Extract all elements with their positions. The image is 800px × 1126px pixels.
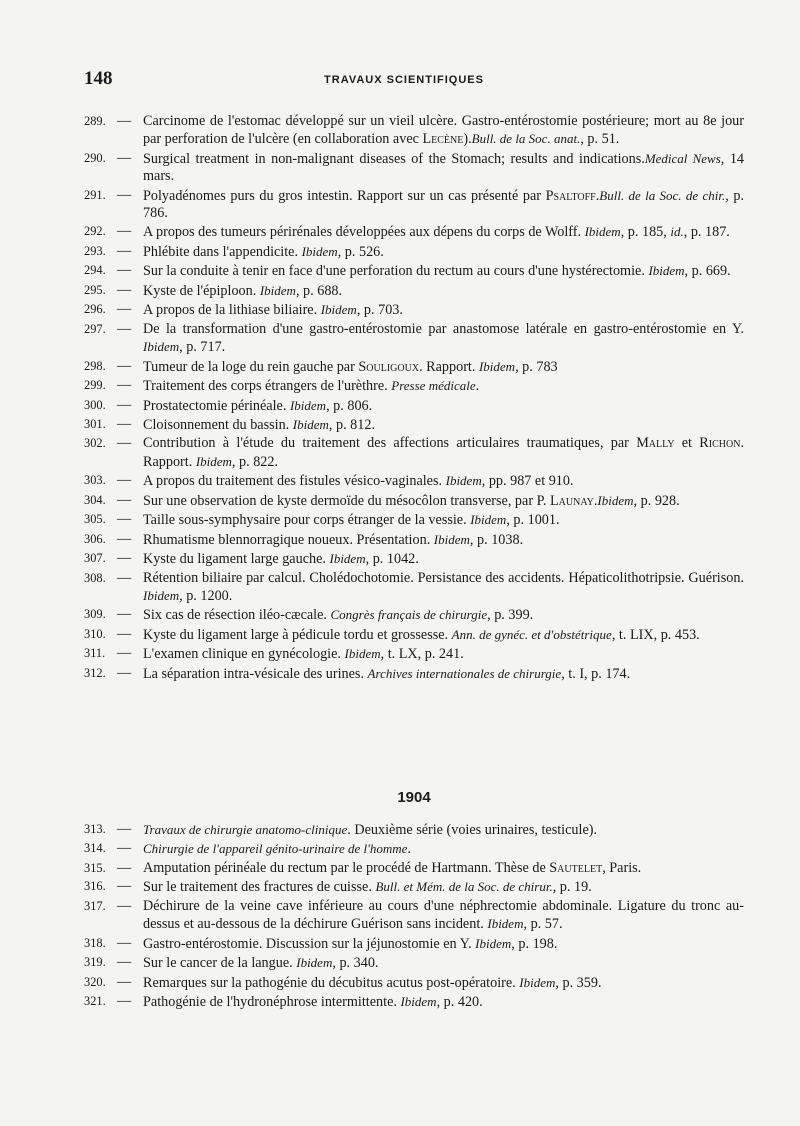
citation-source: Ibidem [400, 994, 437, 1010]
entry-text: Kyste du ligament large gauche. [143, 551, 330, 568]
bibliography-entry [84, 665, 744, 683]
entry-dash: — [117, 113, 132, 129]
bibliography-entry [84, 954, 744, 972]
entry-dash: — [117, 396, 132, 413]
bibliography-entry [84, 150, 744, 186]
bibliography-entry [84, 878, 744, 896]
entry-dash: — [117, 664, 132, 681]
entry-number: 306. [84, 531, 106, 546]
entry-dash: — [117, 878, 132, 895]
bibliography-entry [84, 993, 744, 1011]
bibliography-entry [84, 570, 744, 606]
citation-page: , t. I, p. 174. [561, 665, 631, 682]
entry-dash: — [117, 606, 132, 623]
entry-number: 308. [84, 570, 106, 585]
entry-dash: — [117, 416, 132, 432]
bibliography-entry [84, 397, 744, 415]
citation-source: Ibidem [475, 935, 512, 951]
entry-text: Amputation périnéale du rectum par le procédé de Hartmann. Thèse de [143, 859, 550, 876]
entry-number: 320. [84, 974, 106, 989]
entry-dash: — [117, 973, 132, 990]
citation-page: , pp. 987 et 910. [481, 473, 574, 490]
bibliography-entry [84, 321, 744, 357]
citation-page: , p. 1200. [179, 587, 233, 604]
entry-text: Rhumatisme blennorragique noueux. Présentation. [143, 531, 434, 548]
citation-source: Ibidem [320, 302, 357, 318]
bibliography-entry [84, 223, 744, 241]
entry-text: Kyste de l'épiploon. [143, 282, 260, 299]
bibliography-entry [84, 472, 744, 490]
entry-number: 309. [84, 607, 106, 622]
bibliography-entry [84, 531, 744, 549]
entry-number: 298. [84, 358, 106, 373]
citation-source: Archives internationales de chirurgie [367, 665, 562, 681]
entry-text: Phlébite dans l'appendicite. [143, 243, 302, 260]
entry-text: Surgical treatment in non-malignant diseases of the Stomach; results and indications. [143, 150, 645, 167]
citation-page: , p. 1001. [506, 512, 560, 529]
bibliography-entry [84, 626, 744, 644]
author-name: Psaltoff [545, 187, 596, 204]
citation-source: Bull. et Mém. de la Soc. de chirur. [375, 879, 553, 895]
bibliography-entry [84, 301, 744, 319]
entry-number: 289. [84, 114, 106, 128]
entry-number: 319. [84, 955, 106, 970]
citation-source: Ibidem [478, 358, 516, 374]
entry-dash: — [117, 149, 132, 166]
citation-page: , 14 mars. [143, 150, 745, 185]
entry-text: Contribution à l'étude du traitement des affections articulaires traumatiques, par [143, 435, 637, 452]
entry-text: . Rapport. [143, 435, 744, 470]
bibliography-entry [84, 860, 744, 877]
entry-dash: — [117, 859, 132, 876]
entry-dash: — [117, 821, 132, 837]
bibliography-entry [84, 935, 744, 953]
entry-dash: — [117, 569, 132, 586]
entry-dash: — [117, 262, 132, 279]
entry-number: 313. [84, 822, 106, 836]
bibliography-entry [84, 645, 744, 663]
running-title: TRAVAUX SCIENTIFIQUES [324, 74, 484, 86]
citation-source: id. [670, 224, 684, 240]
bibliography-entry [84, 113, 744, 149]
citation-source: Ibidem [259, 282, 296, 298]
entry-text: Gastro-entérostomie. Discussion sur la jéjunostomie en Y. [143, 935, 476, 952]
citation-source: Ibidem [143, 339, 180, 355]
citation-source: Ibidem [344, 646, 381, 662]
bibliography-entry [84, 898, 744, 934]
entry-text: Sur la conduite à tenir en face d'une perforation du rectum au cours d'une hystérectomie. [143, 263, 649, 280]
citation-page: . Deuxième série (voies urinaires, testicule). [347, 822, 598, 838]
entry-number: 294. [84, 263, 106, 278]
entry-number: 295. [84, 282, 106, 297]
bibliography-entry [84, 492, 744, 510]
citation-source: Ibidem [470, 512, 507, 528]
page-header [84, 68, 724, 96]
entry-dash: — [117, 840, 132, 857]
entry-dash: — [117, 954, 132, 971]
entry-text: A propos du traitement des fistules vésico-vaginales. [143, 473, 446, 490]
entry-number: 307. [84, 551, 106, 566]
author-name: Lecène [422, 131, 464, 148]
bibliography-entry [84, 435, 744, 471]
citation-source: Ibidem [329, 551, 366, 567]
citation-source: Chirurgie de l'appareil génito-urinaire de l'homme [143, 841, 408, 857]
entry-dash: — [117, 625, 132, 642]
citation-source: Ann. de gynéc. et d'obstétrique [451, 626, 612, 642]
entry-text: A propos des tumeurs périrénales développées aux dépens du corps de Wolff. [143, 224, 585, 241]
citation-source: Ibidem [143, 587, 180, 603]
entry-dash: — [117, 377, 132, 394]
entry-number: 304. [84, 492, 106, 507]
entry-number: 311. [84, 646, 106, 661]
entry-dash: — [117, 645, 132, 662]
entry-dash: — [117, 301, 132, 318]
entry-text: L'examen clinique en gynécologie. [143, 646, 345, 663]
author-name: Launay [550, 492, 594, 509]
entry-text: A propos de la lithiase biliaire. [143, 302, 321, 319]
entry-text: et [674, 435, 700, 452]
entry-text: La séparation intra-vésicale des urines. [143, 665, 368, 682]
citation-source: Bull. de la Soc. de chir. [599, 187, 726, 203]
citation-page: , t. LX, p. 241. [380, 646, 464, 663]
bibliography-entry [84, 840, 744, 858]
entry-text: . Rapport. [419, 358, 479, 375]
entry-number: 290. [84, 150, 106, 165]
author-name: Richon [699, 435, 741, 452]
entry-number: 299. [84, 378, 106, 393]
citation-page: , p. 185, [620, 224, 671, 241]
entry-dash: — [117, 897, 132, 914]
entry-dash: — [117, 472, 132, 489]
entry-text: Tumeur de la loge du rein gauche par [143, 358, 359, 375]
citation-page: , p. 669. [684, 263, 731, 280]
bibliography-entry [84, 358, 744, 376]
citation-page: , p. 340. [332, 955, 379, 972]
bibliography-entry [84, 282, 744, 300]
citation-source: Travaux de chirurgie anatomo-clinique [143, 822, 348, 837]
citation-source: Ibidem [519, 974, 556, 990]
bibliography-entry [84, 821, 744, 839]
citation-page: , p. 198. [511, 935, 558, 952]
entry-number: 321. [84, 994, 106, 1009]
entry-number: 317. [84, 898, 106, 913]
entry-text: Sur le traitement des fractures de cuisse. [143, 879, 376, 896]
entry-text: Traitement des corps étrangers de l'urèthre. [143, 378, 392, 395]
citation-page: , p. 1038. [469, 531, 524, 548]
entry-text: Carcinome de l'estomac développé sur un vieil ulcère. Gastro-entérostomie postérieure; mort au 8e jour par perforation de l'ulcère (en collaboration avec [143, 113, 744, 148]
entry-text: Kyste du ligament large à pédicule tordu et grossesse. [143, 626, 452, 643]
entry-number: 292. [84, 224, 106, 239]
citation-page: , p. 786. [143, 187, 745, 221]
entry-text: . [595, 187, 600, 204]
entry-dash: — [117, 530, 132, 547]
entry-text: Six cas de résection iléo-cæcale. [143, 607, 331, 624]
entry-text: Sur le cancer de la langue. [143, 955, 297, 972]
citation-source: Ibidem [648, 263, 685, 279]
citation-page: , p. 359. [555, 974, 602, 991]
entry-dash: — [117, 320, 132, 337]
entry-dash: — [117, 993, 132, 1010]
citation-source: Ibidem [597, 492, 634, 508]
entry-text: Polyadénomes purs du gros intestin. Rapport sur un cas présenté par [143, 187, 546, 204]
entry-number: 303. [84, 473, 106, 488]
entry-text: De la transformation d'une gastro-entérostomie par anastomose latérale en gastro-entérostomie en Y. [143, 320, 744, 337]
author-name: Sautelet [549, 859, 603, 876]
citation-page: , p. 806. [326, 397, 373, 414]
entry-dash: — [117, 491, 132, 508]
entry-number: 314. [84, 841, 106, 856]
entry-number: 301. [84, 417, 106, 431]
bibliography-entry [84, 262, 744, 280]
citation-source: Ibidem [445, 473, 482, 489]
entry-text: , Paris. [602, 859, 642, 876]
citation-page: , p. 1042. [365, 551, 419, 568]
entry-text: ). [463, 131, 472, 148]
entry-dash: — [117, 223, 132, 240]
citation-page: , p. 51. [580, 131, 620, 148]
citation-page: , p. 688. [295, 282, 343, 299]
entry-number: 316. [84, 879, 106, 894]
entry-dash: — [117, 242, 132, 259]
entry-number: 305. [84, 512, 106, 527]
author-name: Souligoux [358, 358, 420, 375]
citation-source: Ibidem [301, 243, 338, 259]
entry-number: 302. [84, 436, 106, 451]
citation-page: , p. 57. [523, 916, 563, 933]
bibliography-entry [84, 416, 744, 434]
entry-dash: — [117, 435, 132, 452]
entry-text: Cloisonnement du bassin. [143, 417, 293, 433]
citation-page: . [407, 841, 411, 858]
citation-source: Bull. de la Soc. anat. [471, 131, 581, 147]
entry-dash: — [117, 281, 132, 298]
entry-text: Pathogénie de l'hydronéphrose intermittente. [143, 994, 401, 1011]
entry-text: . [593, 492, 598, 509]
citation-page: , p. 703. [356, 302, 403, 319]
bibliography-entry [84, 974, 744, 992]
citation-source: Ibidem [289, 397, 327, 413]
page-number: 148 [84, 68, 113, 89]
citation-source: Presse médicale [391, 378, 476, 394]
entry-number: 310. [84, 626, 106, 641]
entry-number: 312. [84, 665, 106, 680]
citation-page: . [475, 378, 480, 395]
entry-text: Déchirure de la veine cave inférieure au cours d'une néphrectomie abdominale. Ligature du tronc au-dessus et au-dessous de la déchirure Guérison sans incident. [143, 897, 744, 933]
citation-page: , p. 420. [436, 994, 483, 1011]
citation-source: Ibidem [296, 955, 333, 971]
citation-source: Ibidem [487, 916, 524, 932]
citation-page: , p. 526. [337, 243, 384, 260]
bibliography-entry [84, 606, 744, 624]
bibliography-entry [84, 550, 744, 568]
entry-dash: — [117, 934, 132, 951]
citation-page: , p. 717. [179, 339, 226, 356]
author-name: Mally [636, 435, 675, 452]
entry-text: Prostatectomie périnéale. [143, 397, 290, 414]
entry-number: 296. [84, 302, 106, 317]
citation-page: , p. 187. [683, 224, 730, 241]
citation-source: Ibidem [292, 417, 329, 432]
entry-dash: — [117, 511, 132, 528]
entry-text: Remarques sur la pathogénie du décubitus acutus post-opératoire. [143, 974, 520, 991]
year-heading: 1904 [397, 789, 431, 806]
citation-source: Ibidem [584, 224, 621, 240]
entry-dash: — [117, 550, 132, 567]
entry-number: 297. [84, 321, 106, 336]
entry-dash: — [117, 357, 132, 374]
citation-source: Ibidem [195, 453, 232, 469]
citation-page: , p. 928. [633, 492, 680, 509]
entry-text: Sur une observation de kyste dermoïde du mésocôlon transverse, par P. [143, 492, 551, 509]
citation-page: , p. 399. [487, 607, 534, 624]
entry-text: Rétention biliaire par calcul. Cholédochotomie. Persistance des accidents. Hépaticolithotripsie. Guérison. [143, 569, 744, 586]
citation-page: , p. 19. [552, 879, 592, 896]
entry-number: 315. [84, 860, 106, 875]
citation-source: Ibidem [433, 531, 470, 547]
citation-page: , t. LIX, p. 453. [611, 626, 700, 643]
bibliography-entry [84, 511, 744, 529]
entry-dash: — [117, 186, 132, 203]
bibliography-list-1904 [84, 821, 744, 1013]
bibliography-entry [84, 377, 744, 395]
bibliography-entry [84, 187, 744, 223]
citation-page: , p. 822. [231, 453, 279, 470]
citation-source: Medical News [644, 150, 721, 166]
entry-number: 300. [84, 397, 106, 412]
citation-page: , p. 783 [515, 358, 558, 375]
bibliography-list-1903 [84, 113, 744, 684]
citation-page: , p. 812. [328, 417, 375, 433]
entry-text: Taille sous-symphysaire pour corps étranger de la vessie. [143, 512, 471, 529]
entry-number: 293. [84, 243, 106, 258]
entry-number: 291. [84, 187, 106, 202]
citation-source: Congrès français de chirurgie [330, 607, 488, 623]
entry-number: 318. [84, 935, 106, 950]
bibliography-entry [84, 243, 744, 261]
